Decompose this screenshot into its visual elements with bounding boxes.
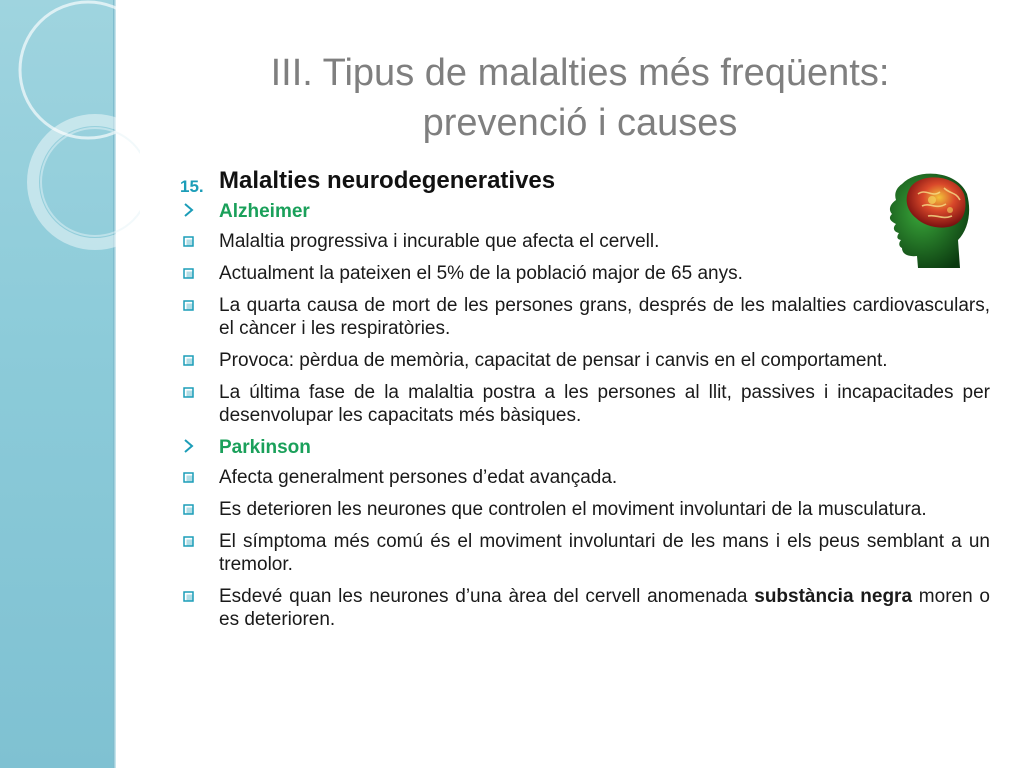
slide-body [180,166,990,640]
disease-name: Parkinson [219,437,311,458]
section-heading-text: Malalties neurodegeneratives [219,167,556,194]
square-bullet-icon [183,236,194,247]
bullet-text: Actualment la pateixen el 5% de la població major de 65 anys. [219,263,743,284]
square-bullet-icon [183,355,194,366]
square-bullet-icon [183,300,194,311]
bullet-text: El símptoma més comú és el moviment involuntari de les mans i els peus semblant a un tremolor. [219,531,990,575]
bullet-item [180,466,990,489]
bullet-text: Provoca: pèrdua de memòria, capacitat de pensar i canvis en el comportament. [219,350,888,371]
slide-title-line-2: prevenció i causes [422,102,738,144]
bullet-text: Malaltia progressiva i incurable que afecta el cervell. [219,231,660,252]
bullet-item [180,294,990,340]
bullet-item [180,530,990,576]
disease-name: Alzheimer [219,201,310,222]
square-bullet-icon [183,472,194,483]
square-bullet-icon [183,504,194,515]
section-number: 15. [180,177,204,196]
disease-subheading [180,200,990,223]
bullet-item [180,498,990,521]
decorative-rings [0,0,140,300]
bullet-item [180,349,990,372]
bullet-text: Esdevé quan les neurones d’una àrea del cervell anomenada substància negra moren o es deterioren. [219,586,990,630]
disease-subheading [180,436,990,459]
section-heading [180,166,990,196]
bullet-item [180,230,990,253]
bold-term: substància negra [754,586,913,607]
square-bullet-icon [183,591,194,602]
bullet-item [180,381,990,427]
slide-title-line-1: III. Tipus de malalties més freqüents: [270,52,890,94]
square-bullet-icon [183,268,194,279]
bullet-item [180,262,990,285]
square-bullet-icon [183,536,194,547]
bullet-text: Es deterioren les neurones que controlen el moviment involuntari de la musculatura. [219,499,927,520]
bullet-text: La última fase de la malaltia postra a les persones al llit, passives i incapacitades per desenvolupar les capacitats més bàsiques. [219,382,990,426]
bullet-text: La quarta causa de mort de les persones grans, després de les malalties cardiovasculars, el càncer i les respiratòries. [219,295,990,339]
arrow-bullet-icon [183,437,195,455]
slide-title [230,48,930,148]
square-bullet-icon [183,387,194,398]
bullet-text: Afecta generalment persones d’edat avançada. [219,467,618,488]
arrow-bullet-icon [183,201,195,219]
bullet-item [180,585,990,631]
